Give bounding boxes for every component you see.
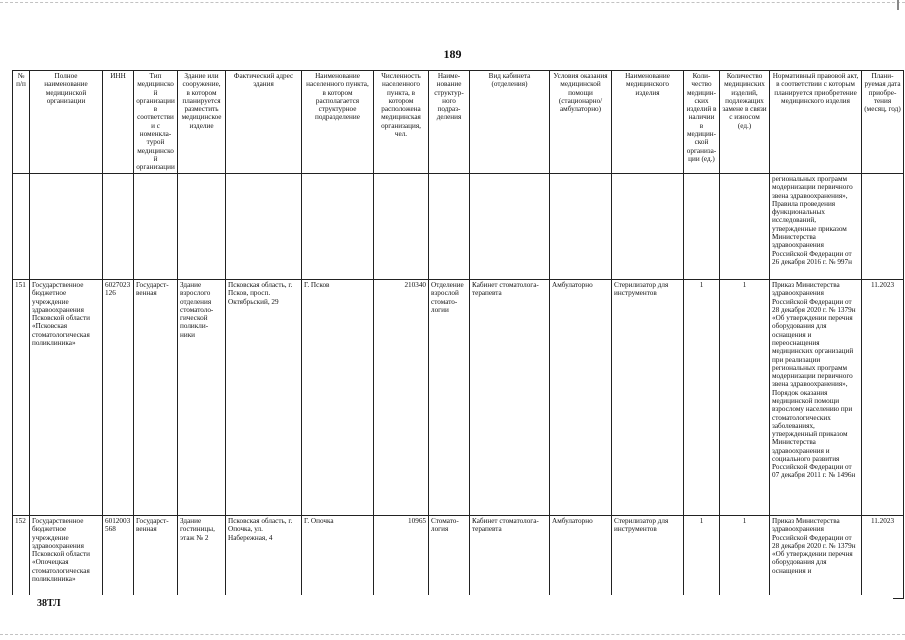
cell-num: 151 [13,280,30,516]
col-header-population: Численность населенного пункта, в котором расположена медицинская организация, чел. [374,71,429,174]
cell-qty-replace: 1 [720,516,770,599]
cell-building: Здание гостиницы, этаж № 2 [178,516,226,599]
scan-edge-top [0,2,905,4]
cell-inn: 6012003568 [103,516,134,599]
cell-qty-have: 1 [684,280,720,516]
col-header-qty-replace: Количество медицинских изделий, подлежащих замене в связи с износом (ед.) [720,71,770,174]
cell-population: 10965 [374,516,429,599]
cell-device: Стерилизатор для инструментов [612,516,684,599]
col-header-type: Тип медицинской организации в соответствии с номенкла-турой медицинской организации [134,71,178,174]
col-header-subdivision: Наиме-нование структур-ного подраз-деления [429,71,470,174]
col-header-device: Наименование медицинского изделия [612,71,684,174]
cell-conditions: Амбулаторно [550,280,612,516]
cell-address: Псковская область, г. Опочка, ул. Набережная, 4 [226,516,302,599]
cell-address: Псковская область, г. Псков, просп. Октябрьский, 29 [226,280,302,516]
cell-act: Приказ Министерства здравоохранения Российской Федерации от 28 декабря 2020 г. № 1379н «Об утверждении перечня оборудования для оснащения и переоснащения медицинских организаций при реализации региональных программ модернизации первичного звена здравоохранения», Порядок оказания медицинской помощи взрослому населению при стоматологических заболеваниях, утвержденный приказом Министерства здравоохранения и социального развития Российской Федерации от 07 декабря 2011 г. № 1496н [770,280,862,516]
cell-cabinet: Кабинет стоматолога-терапевта [470,280,550,516]
col-header-cabinet: Вид кабинета (отделения) [470,71,550,174]
col-header-act: Нормативный правовой акт, в соответствии с которым планируется приобретение медицинского изделия [770,71,862,174]
cell-device: Стерилизатор для инструментов [612,280,684,516]
col-header-conditions: Условия оказания медицинской помощи (стационарно/амбулаторно) [550,71,612,174]
cell-org: Государственное бюджетное учреждение здравоохранения Псковской области «Опочецкая стоматологическая поликлиника» [30,516,103,599]
col-header-building: Здание или сооружение, в котором планируется разместить медицинское изделие [178,71,226,174]
cell-locality: Г. Псков [302,280,374,516]
cell-qty-replace: 1 [720,280,770,516]
continuation-act-cell: региональных программ модернизации первичного звена здравоохранения», Правила проведения функциональных исследований, утвержденные приказом Министерства здравоохранения Российской Федерации от 26 декабря 2016 г. № 997н [770,174,862,280]
scan-edge-bottom [0,634,905,636]
cell-date: 11.2023 [862,280,904,516]
cell-inn: 6027023126 [103,280,134,516]
col-header-qty-have: Коли-чество медицин-ских изделий в наличии в медицин-ской организа-ции (ед.) [684,71,720,174]
cell-building: Здание взрослого отделения стоматоло-гической поликли-ники [178,280,226,516]
col-header-date: Плани-руемая дата приобре-тения (месяц, год) [862,71,904,174]
cell-population: 210340 [374,280,429,516]
table-row-continuation [13,174,904,280]
table-header-row [13,71,904,174]
cell-type: Государст-венная [134,280,178,516]
cell-act: Приказ Министерства здравоохранения Российской Федерации от 28 декабря 2020 г. № 1379н «Об утверждении перечня оборудования для оснащения и [770,516,862,599]
cell-type: Государст-венная [134,516,178,599]
footer-code: 38ТЛ [37,598,61,609]
table-row [13,516,904,599]
cell-conditions: Амбулаторно [550,516,612,599]
page-number: 189 [443,47,462,61]
col-header-org: Полное наименование медицинской организации [30,71,103,174]
cell-cabinet: Кабинет стоматолога-терапевта [470,516,550,599]
col-header-address: Фактический адрес здания [226,71,302,174]
cell-locality: Г. Опочка [302,516,374,599]
cell-qty-have: 1 [684,516,720,599]
cell-num: 152 [13,516,30,599]
col-header-locality: Наименование населенного пункта, в котором располагается структурное подразделение [302,71,374,174]
scan-mark [897,0,899,10]
medical-equipment-table [12,70,904,599]
cell-subdivision: Стомато-логия [429,516,470,599]
cell-org: Государственное бюджетное учреждение здравоохранения Псковской области «Псковская стоматологическая поликлиника» [30,280,103,516]
col-header-num: № п/п [13,71,30,174]
cell-subdivision: Отделение взрослой стомато-логии [429,280,470,516]
table-row [13,280,904,516]
col-header-inn: ИНН [103,71,134,174]
cell-date: 11.2023 [862,516,904,599]
